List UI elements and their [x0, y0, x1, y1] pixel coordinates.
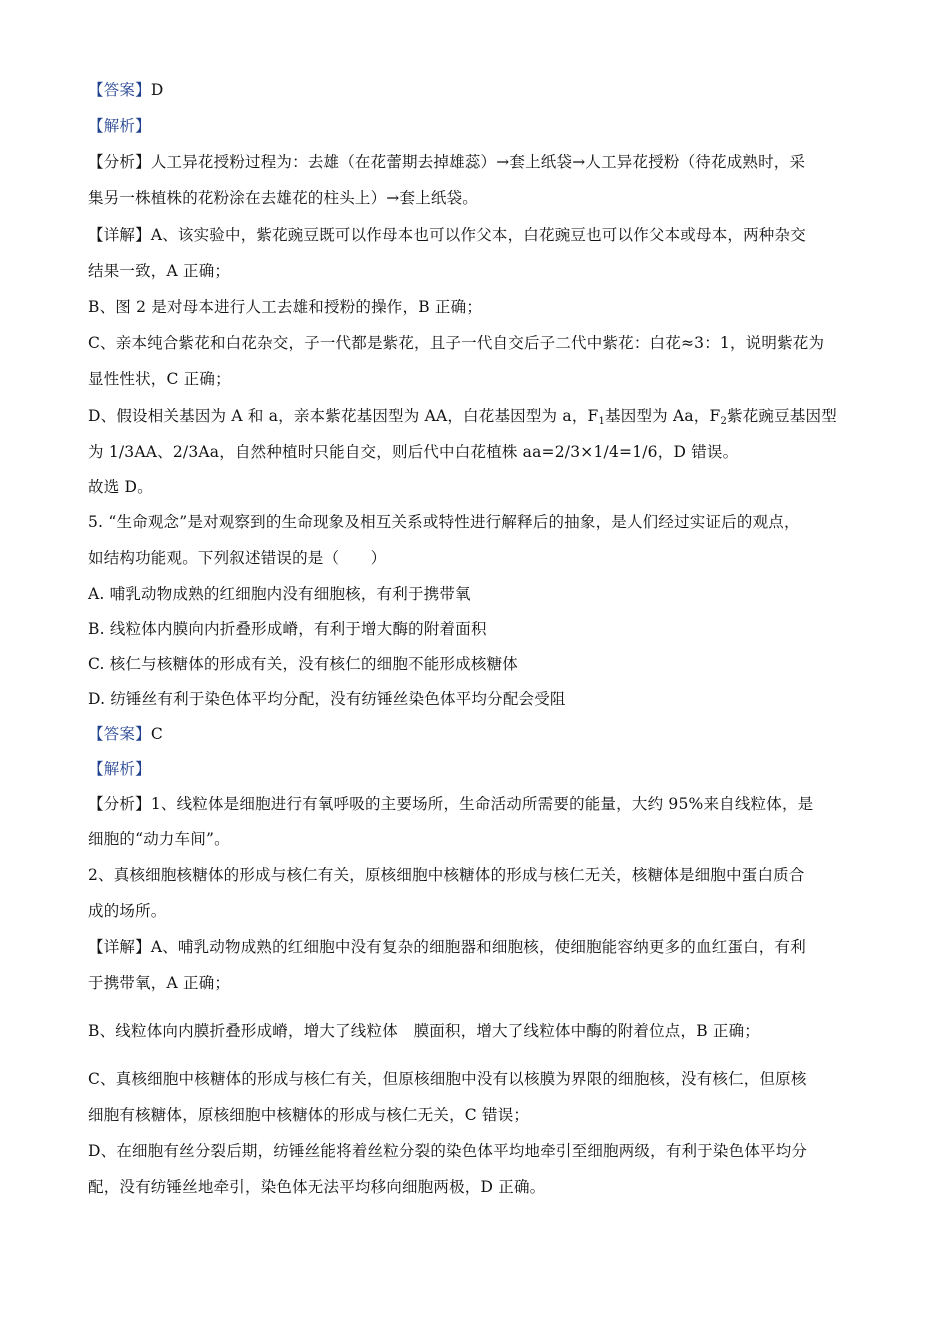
q4-analysis-heading — [88, 116, 151, 136]
detail-d-part-3: 紫花豌豆基因型 — [727, 407, 837, 425]
detail-d-part-1: D、假设相关基因为 A 和 a，亲本紫花基因型为 AA，白花基因型为 a，F — [88, 407, 599, 425]
q5-stem-line-2: 如结构功能观。下列叙述错误的是（ ） — [88, 549, 387, 567]
q5-fenxi-2-line-1: 2、真核细胞核糖体的形成与核仁有关，原核细胞中核糖体的形成与核仁无关，核糖体是细胞中蛋白质合 — [88, 866, 805, 884]
q4-detail-b: B、图 2 是对母本进行人工去雄和授粉的操作，B 正确； — [88, 298, 483, 316]
analysis-tag: 【解析】 — [88, 760, 151, 778]
subscript-2: 2 — [720, 416, 728, 427]
q5-option-a: A. 哺乳动物成熟的红细胞内没有细胞核，有利于携带氧 — [88, 585, 471, 603]
q4-detail-d-line-2: 为 1/3AA、2/3Aa，自然种植时只能自交，则后代中白花植株 aa=2/3×1/4=1/6，D 错误。 — [88, 443, 739, 461]
answer-value: D — [150, 81, 164, 99]
q5-option-d: D. 纺锤丝有利于染色体平均分配，没有纺锤丝染色体平均分配会受阻 — [88, 690, 566, 708]
xiangjie-tag: 【详解】 — [88, 226, 151, 244]
q4-detail-d-line-1 — [88, 406, 837, 426]
q4-fenxi-line-1 — [88, 152, 805, 172]
q4-fenxi-line-2: 集另一株植株的花粉涂在去雄花的柱头上）→套上纸袋。 — [88, 189, 478, 207]
xiangjie-tag: 【详解】 — [88, 938, 151, 956]
detail-text: A、该实验中，紫花豌豆既可以作母本也可以作父本，白花豌豆也可以作父本或母本，两种杂交 — [150, 226, 806, 244]
answer-tag: 【答案】 — [88, 725, 151, 743]
q5-fenxi-1-line-2: 细胞的“动力车间”。 — [88, 830, 230, 848]
q5-answer-line — [88, 724, 163, 744]
fenxi-tag: 【分析】 — [88, 153, 151, 171]
q5-detail-c-line-1: C、真核细胞中核糖体的形成与核仁有关，但原核细胞中没有以核膜为界限的细胞核，没有核仁，但原核 — [88, 1070, 807, 1088]
q4-conclusion: 故选 D。 — [88, 478, 153, 496]
q5-detail-c-line-2: 细胞有核糖体，原核细胞中核糖体的形成与核仁无关，C 错误； — [88, 1106, 530, 1124]
answer-tag: 【答案】 — [88, 81, 151, 99]
q5-option-b: B. 线粒体内膜向内折叠形成嵴，有利于增大酶的附着面积 — [88, 620, 487, 638]
q5-detail-d-line-2: 配，没有纺锤丝地牵引，染色体无法平均移向细胞两极，D 正确。 — [88, 1178, 546, 1196]
detail-text: A、哺乳动物成熟的红细胞中没有复杂的细胞器和细胞核，使细胞能容纳更多的血红蛋白，有利 — [150, 938, 806, 956]
fenxi-tag: 【分析】 — [88, 795, 151, 813]
q5-detail-d-line-1: D、在细胞有丝分裂后期，纺锤丝能将着丝粒分裂的染色体平均地牵引至细胞两级，有利于染色体平均分 — [88, 1142, 808, 1160]
q4-detail-c-line-2: 显性性状，C 正确； — [88, 370, 231, 388]
q5-stem-line-1: 5. “生命观念”是对观察到的生命现象及相互关系或特性进行解释后的抽象，是人们经过实证后的观点， — [88, 513, 800, 531]
q5-detail-a-line-2: 于携带氧，A 正确； — [88, 974, 231, 992]
answer-value: C — [150, 725, 163, 743]
q5-detail-b: B、线粒体向内膜折叠形成嵴，增大了线粒体 膜面积，增大了线粒体中酶的附着位点，B 正确； — [88, 1022, 761, 1040]
q5-option-c: C. 核仁与核糖体的形成有关，没有核仁的细胞不能形成核糖体 — [88, 655, 518, 673]
q5-fenxi-1-line-1 — [88, 794, 813, 814]
fenxi-text: 人工异花授粉过程为：去雄（在花蕾期去掉雄蕊）→套上纸袋→人工异花授粉（待花成熟时，采 — [150, 153, 806, 171]
q4-answer-line — [88, 80, 163, 100]
detail-d-part-2: 基因型为 Aa，F — [605, 407, 721, 425]
q4-detail-c-line-1: C、亲本纯合紫花和白花杂交，子一代都是紫花，且子一代自交后子二代中紫花：白花≈3：1，说明紫花为 — [88, 334, 825, 352]
analysis-tag: 【解析】 — [88, 117, 151, 135]
q5-analysis-heading — [88, 759, 151, 779]
q5-fenxi-2-line-2: 成的场所。 — [88, 902, 167, 920]
q4-detail-a-line-2: 结果一致，A 正确； — [88, 262, 231, 280]
fenxi-text: 1、线粒体是细胞进行有氧呼吸的主要场所，生命活动所需要的能量，大约 95%来自线粒体，是 — [150, 795, 814, 813]
q5-detail-a-line-1 — [88, 937, 806, 957]
q4-detail-a-line-1 — [88, 225, 806, 245]
subscript-1: 1 — [598, 416, 606, 427]
